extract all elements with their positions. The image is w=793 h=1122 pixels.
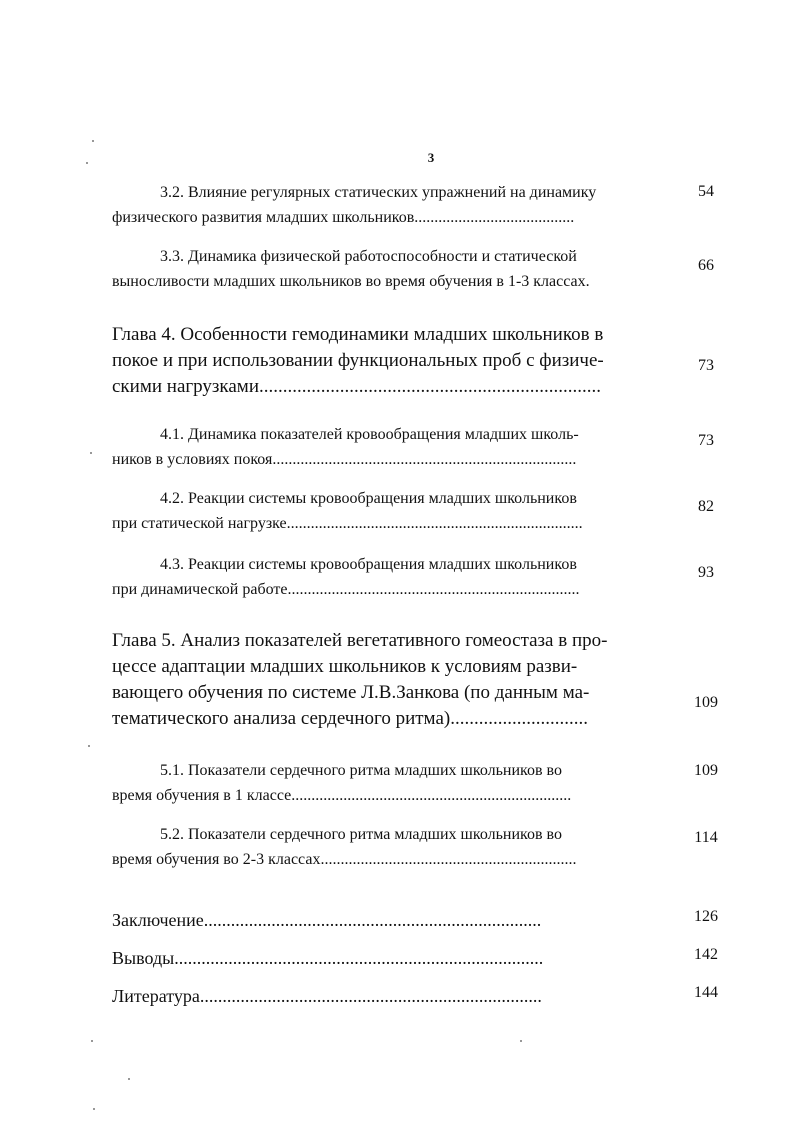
- toc-line: вающего обучения по системе Л.В.Занкова (по данным ма-: [112, 682, 590, 703]
- toc-line: Литература............................................................................: [112, 986, 542, 1006]
- scan-speck: [90, 452, 92, 454]
- toc-page-number: 73: [698, 432, 714, 449]
- scan-speck: [92, 140, 94, 142]
- toc-entry-title: [112, 908, 664, 932]
- toc-line: 5.1. Показатели сердечного ритма младших школьников во: [160, 762, 562, 779]
- scan-speck: [91, 1040, 93, 1042]
- scan-speck: [93, 1108, 95, 1110]
- toc-entry-title: [112, 822, 664, 872]
- toc-page-number: 54: [698, 183, 714, 200]
- toc-entry-title: [112, 322, 664, 400]
- toc-page-number: 93: [698, 564, 714, 581]
- toc-page-number: 109: [694, 694, 718, 711]
- scan-speck: [86, 162, 88, 164]
- toc-page-number: 114: [694, 829, 718, 846]
- toc-line: покое и при использовании функциональных проб с физиче-: [112, 350, 604, 371]
- toc-line: скими нагрузками........................................................................: [112, 376, 601, 397]
- toc-line: физического развития младших школьников........................................: [112, 209, 575, 226]
- toc-line: Заключение...........................................................................: [112, 910, 542, 930]
- toc-line: при динамической работе.........................................................................: [112, 581, 580, 598]
- toc-page-number: 126: [694, 908, 718, 925]
- toc-line: Глава 4. Особенности гемодинамики младших школьников в: [112, 324, 604, 345]
- toc-entry-title: [112, 984, 664, 1008]
- toc-line: 3.3. Динамика физической работоспособности и статической: [160, 248, 577, 265]
- toc-page-number: 66: [698, 257, 714, 274]
- toc-line: выносливости младших школьников во время обучения в 1-3 классах.: [112, 273, 590, 290]
- toc-line: Глава 5. Анализ показателей вегетативного гомеостаза в про-: [112, 630, 608, 651]
- toc-line: время обучения во 2-3 классах................................................................: [112, 851, 577, 868]
- toc-page-number: 82: [698, 498, 714, 515]
- toc-line: 5.2. Показатели сердечного ритма младших школьников во: [160, 826, 562, 843]
- toc-page-number: 109: [694, 762, 718, 779]
- toc-line: ников в условиях покоя............................................................................: [112, 451, 577, 468]
- toc-line: 4.2. Реакции системы кровообращения младших школьников: [160, 490, 577, 507]
- toc-line: тематического анализа сердечного ритма).............................: [112, 708, 588, 729]
- scan-speck: [520, 1040, 522, 1042]
- toc-entry-title: [112, 486, 664, 536]
- toc-line: при статической нагрузке..........................................................................: [112, 515, 583, 532]
- toc-page-number: 144: [694, 984, 718, 1001]
- toc-line: время обучения в 1 классе......................................................................: [112, 787, 572, 804]
- page-number: 3: [427, 150, 435, 165]
- toc-entry-title: [112, 758, 664, 808]
- toc-line: Выводы..................................................................................: [112, 948, 544, 968]
- toc-page-number: 73: [698, 357, 714, 374]
- toc-entry-title: [112, 628, 664, 732]
- scan-speck: [88, 745, 90, 747]
- toc-line: 3.2. Влияние регулярных статических упражнений на динамику: [160, 184, 597, 201]
- toc-line: 4.1. Динамика показателей кровообращения младших школь-: [160, 426, 579, 443]
- toc-entry-title: [112, 422, 664, 472]
- toc-entry-title: [112, 244, 664, 294]
- scan-speck: [128, 1078, 130, 1080]
- toc-entry-title: [112, 180, 664, 230]
- toc-page-number: 142: [694, 946, 718, 963]
- toc-entry-title: [112, 552, 664, 602]
- toc-line: 4.3. Реакции системы кровообращения младших школьников: [160, 556, 577, 573]
- toc-entry-title: [112, 946, 664, 970]
- toc-line: цессе адаптации младших школьников к условиям разви-: [112, 656, 578, 677]
